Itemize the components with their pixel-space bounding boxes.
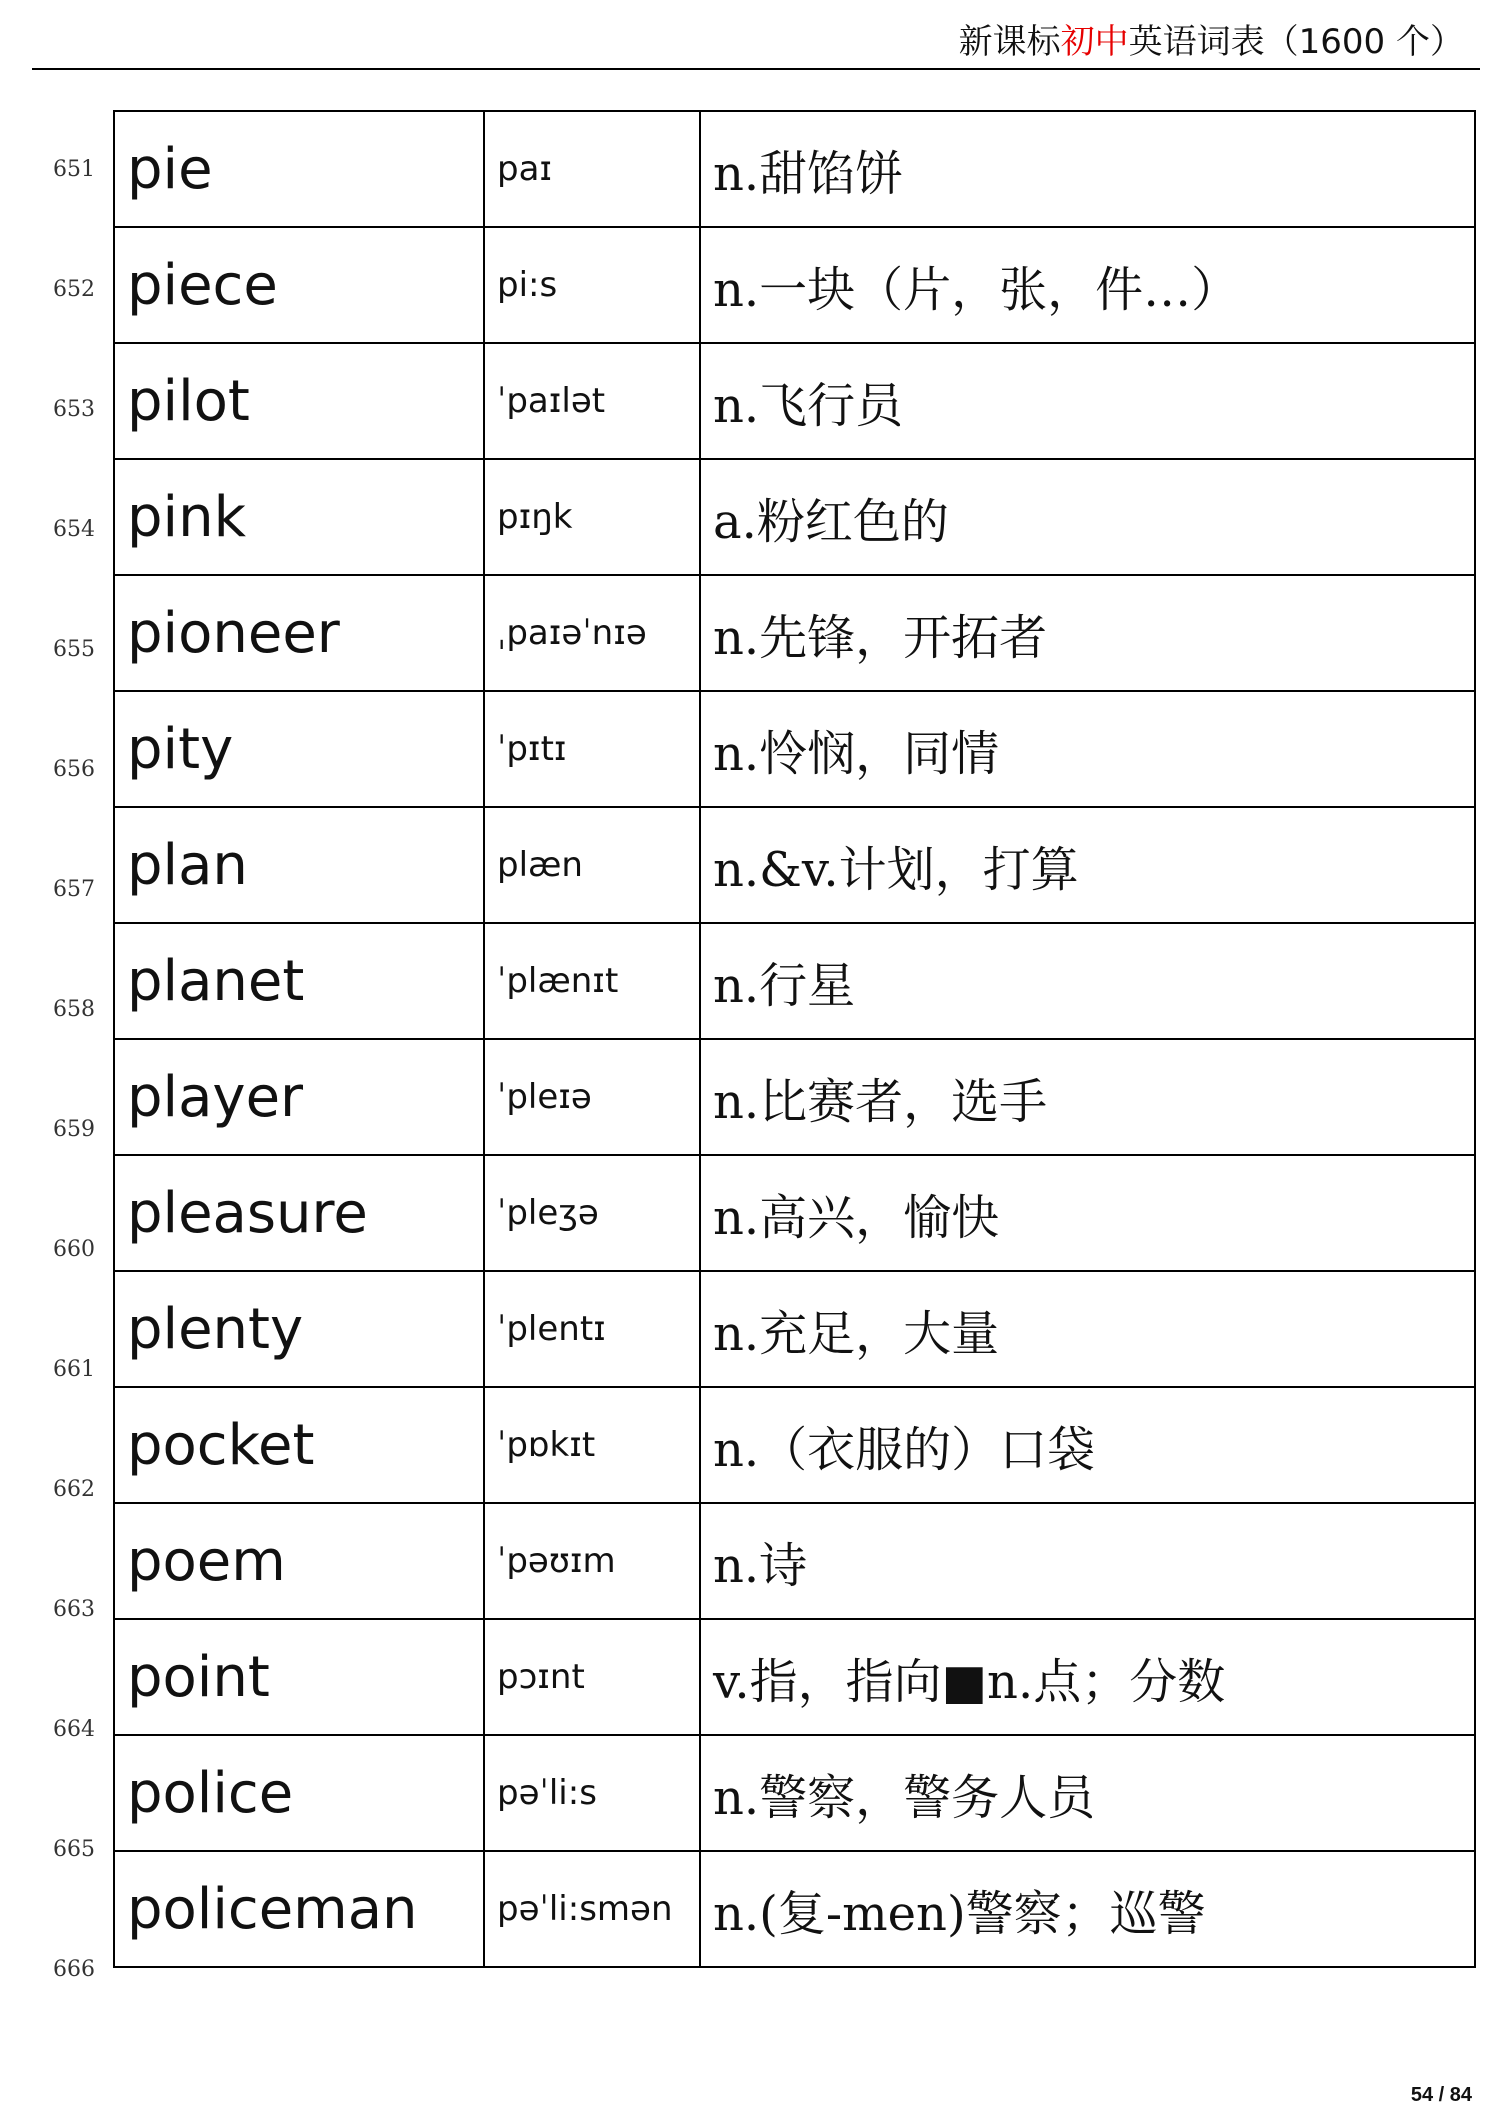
phonetic-cell: ˈpaɪlət — [484, 343, 700, 459]
entry-number: 652 — [53, 277, 95, 302]
meaning-cell: n.比赛者，选手 — [700, 1039, 1475, 1155]
entry-number: 661 — [53, 1357, 95, 1382]
phonetic-cell: plæn — [484, 807, 700, 923]
meaning-cell: n.行星 — [700, 923, 1475, 1039]
phonetic-cell: ˈplænɪt — [484, 923, 700, 1039]
header-divider — [32, 68, 1480, 70]
page-header-title — [959, 14, 1464, 63]
meaning-cell: n.(复-men)警察；巡警 — [700, 1851, 1475, 1967]
table-row — [114, 1039, 1475, 1155]
table-row — [114, 343, 1475, 459]
word-cell: pity — [114, 691, 484, 807]
word-cell: pioneer — [114, 575, 484, 691]
word-cell: pocket — [114, 1387, 484, 1503]
entry-number: 658 — [53, 997, 95, 1022]
phonetic-cell: ˈpɒkɪt — [484, 1387, 700, 1503]
table-row — [114, 575, 1475, 691]
header-title-highlight: 初中 — [1060, 22, 1129, 62]
entry-number: 662 — [53, 1477, 95, 1502]
meaning-cell: n.（衣服的）口袋 — [700, 1387, 1475, 1503]
word-cell: piece — [114, 227, 484, 343]
meaning-cell: n.先锋，开拓者 — [700, 575, 1475, 691]
word-cell: poem — [114, 1503, 484, 1619]
vocabulary-table — [113, 110, 1476, 1968]
word-cell: player — [114, 1039, 484, 1155]
table-row — [114, 111, 1475, 227]
table-row — [114, 691, 1475, 807]
phonetic-cell: ˈplentɪ — [484, 1271, 700, 1387]
word-cell: pie — [114, 111, 484, 227]
meaning-cell: n.充足，大量 — [700, 1271, 1475, 1387]
entry-number: 663 — [53, 1597, 95, 1622]
meaning-cell: n.诗 — [700, 1503, 1475, 1619]
header-title-pre: 新课标 — [958, 22, 1061, 62]
phonetic-cell: ˈpɪtɪ — [484, 691, 700, 807]
entry-number: 659 — [53, 1117, 95, 1142]
table-row — [114, 1619, 1475, 1735]
table-row — [114, 1387, 1475, 1503]
word-cell: plenty — [114, 1271, 484, 1387]
entry-number: 654 — [53, 517, 95, 542]
word-cell: policeman — [114, 1851, 484, 1967]
meaning-cell: n.高兴，愉快 — [700, 1155, 1475, 1271]
entry-number: 657 — [53, 877, 95, 902]
table-row — [114, 227, 1475, 343]
phonetic-cell: pɔɪnt — [484, 1619, 700, 1735]
table-row — [114, 1271, 1475, 1387]
meaning-cell: n.怜悯，同情 — [700, 691, 1475, 807]
phonetic-cell: pəˈli:s — [484, 1735, 700, 1851]
table-row — [114, 1155, 1475, 1271]
word-cell: plan — [114, 807, 484, 923]
header-title-post: 英语词表（1600 个） — [1128, 22, 1464, 62]
meaning-cell: n.飞行员 — [700, 343, 1475, 459]
entry-number: 656 — [53, 757, 95, 782]
phonetic-cell: paɪ — [484, 111, 700, 227]
table-row — [114, 923, 1475, 1039]
entry-number-column — [0, 110, 112, 2030]
phonetic-cell: ˈpleʒə — [484, 1155, 700, 1271]
entry-number: 665 — [53, 1837, 95, 1862]
word-cell: pilot — [114, 343, 484, 459]
entry-number: 653 — [53, 397, 95, 422]
meaning-cell: n.&v.计划，打算 — [700, 807, 1475, 923]
table-row — [114, 1851, 1475, 1967]
word-cell: police — [114, 1735, 484, 1851]
entry-number: 651 — [53, 157, 95, 182]
phonetic-cell: ˈpleɪə — [484, 1039, 700, 1155]
word-cell: point — [114, 1619, 484, 1735]
phonetic-cell: ˌpaɪəˈnɪə — [484, 575, 700, 691]
table-row — [114, 807, 1475, 923]
phonetic-cell: pi:s — [484, 227, 700, 343]
table-row — [114, 1503, 1475, 1619]
page-number: 54 / 84 — [1410, 2084, 1472, 2106]
word-cell: pleasure — [114, 1155, 484, 1271]
meaning-cell: n.甜馅饼 — [700, 111, 1475, 227]
meaning-cell: n.警察，警务人员 — [700, 1735, 1475, 1851]
entry-number: 660 — [53, 1237, 95, 1262]
entry-number: 666 — [53, 1957, 95, 1982]
meaning-cell: a.粉红色的 — [700, 459, 1475, 575]
phonetic-cell: ˈpəʊɪm — [484, 1503, 700, 1619]
table-row — [114, 1735, 1475, 1851]
entry-number: 655 — [53, 637, 95, 662]
entry-number: 664 — [53, 1717, 95, 1742]
table-row — [114, 459, 1475, 575]
phonetic-cell: pəˈli:smən — [484, 1851, 700, 1967]
phonetic-cell: pɪŋk — [484, 459, 700, 575]
word-cell: planet — [114, 923, 484, 1039]
word-cell: pink — [114, 459, 484, 575]
meaning-cell: v.指，指向■n.点；分数 — [700, 1619, 1475, 1735]
meaning-cell: n.一块（片，张，件…） — [700, 227, 1475, 343]
